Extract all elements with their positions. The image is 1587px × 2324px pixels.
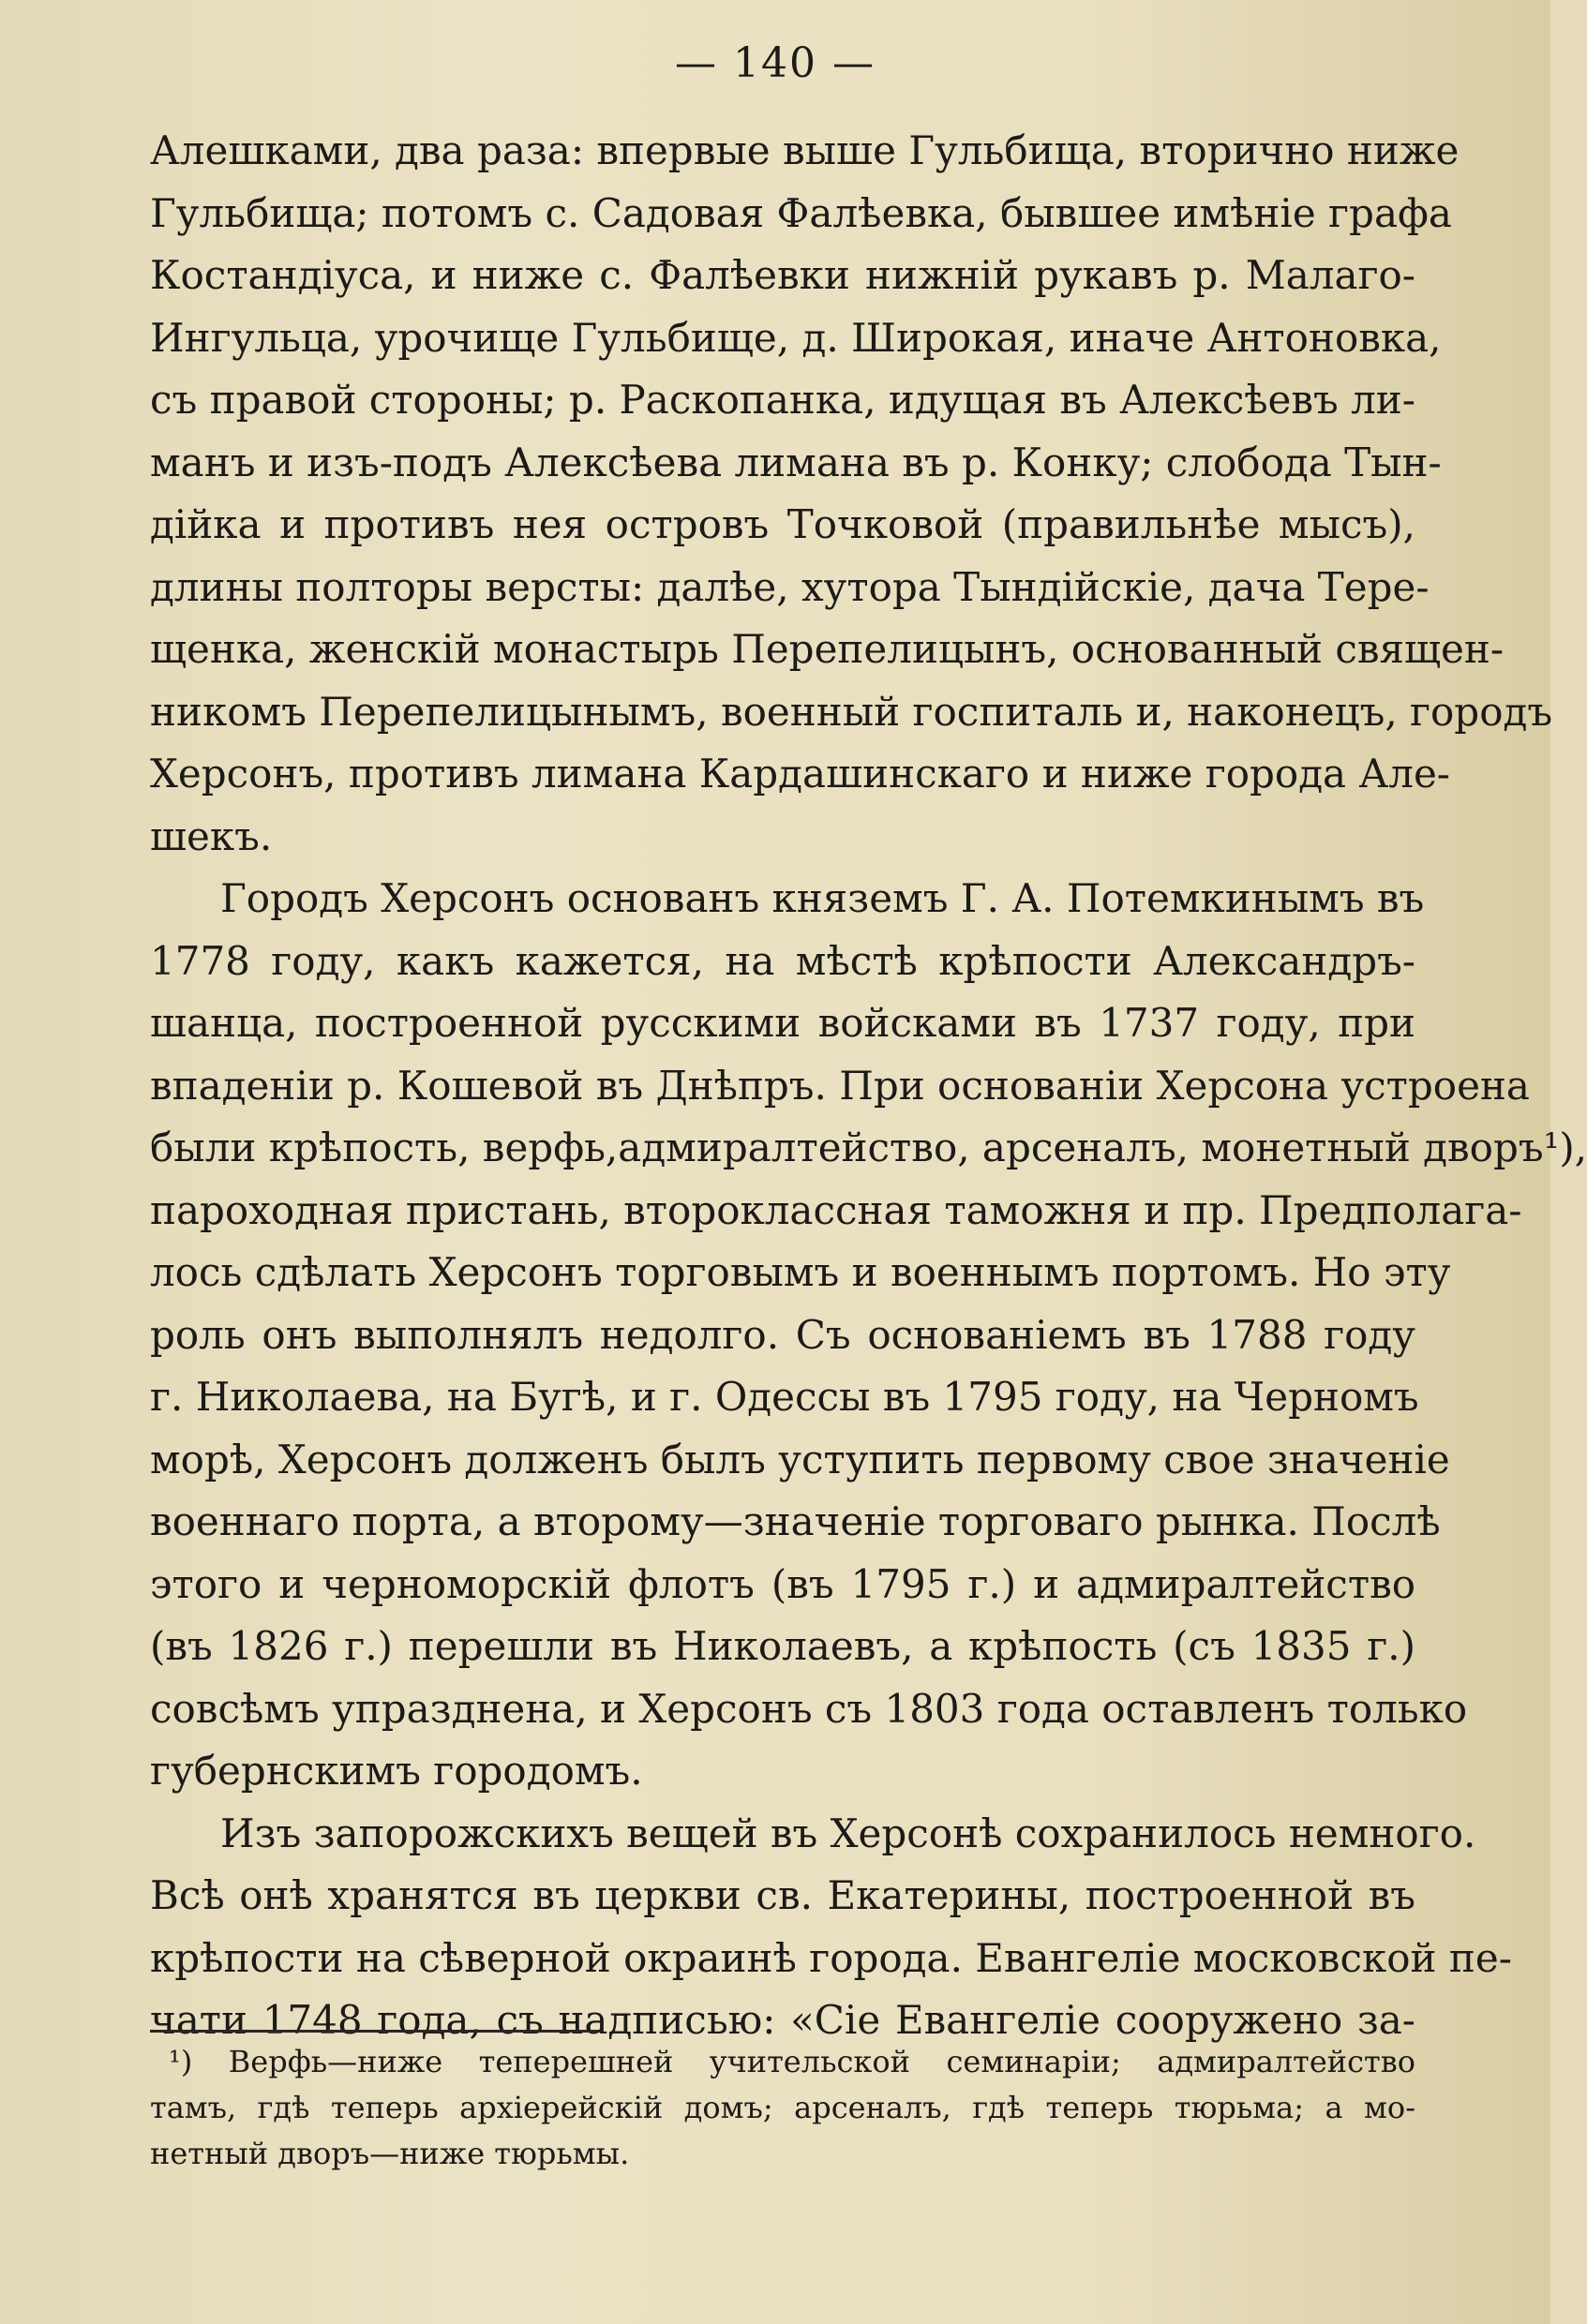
text-line: Гульбища; потомъ с. Садовая Фалѣевка, бывшее имѣніе графа bbox=[150, 189, 1452, 236]
text-line: Ингульца, урочище Гульбище, д. Широкая, иначе Антоновка, bbox=[150, 314, 1442, 361]
text-line: роль онъ выполнялъ недолго. Съ основаніемъ въ 1788 году bbox=[150, 1311, 1415, 1358]
text-line: шанца, построенной русскими войсками въ 1737 году, при bbox=[150, 1000, 1415, 1046]
footnote-line: тамъ, гдѣ теперь архіерейскій домъ; арсеналъ, гдѣ теперь тюрьма; а мо- bbox=[150, 2090, 1415, 2125]
text-line: съ правой стороны; р. Раскопанка, идущая въ Алексѣевъ ли- bbox=[150, 377, 1415, 423]
text-line: манъ и изъ-подъ Алексѣева лимана въ р. Конку; слобода Тын- bbox=[150, 439, 1442, 485]
text-line: Всѣ онѣ хранятся въ церкви св. Екатерины, построенной въ bbox=[150, 1872, 1415, 1918]
page-number: — 140 — bbox=[675, 39, 876, 87]
text-line: Костандіуса, и ниже с. Фалѣевки нижній рукавъ р. Малаго- bbox=[150, 252, 1415, 298]
text-line: шекъ. bbox=[150, 812, 273, 859]
text-line: губернскимъ городомъ. bbox=[150, 1748, 643, 1794]
text-line: Алешками, два раза: впервые выше Гульбища, вторично ниже bbox=[150, 127, 1460, 173]
text-line: этого и черноморскій флотъ (въ 1795 г.) и адмиралтейство bbox=[150, 1560, 1415, 1607]
footnotes bbox=[150, 2039, 1415, 2177]
text-line: длины полторы версты: далѣе, хутора Тындійскіе, дача Тере- bbox=[150, 563, 1430, 610]
text-line: лось сдѣлать Херсонъ торговымъ и военнымъ портомъ. Но эту bbox=[150, 1249, 1451, 1295]
text-line: крѣпости на сѣверной окраинѣ города. Евангеліе московской пе- bbox=[150, 1934, 1512, 1981]
text-line: морѣ, Херсонъ долженъ былъ уступить первому свое значеніе bbox=[150, 1436, 1450, 1482]
footnote-line: нетный дворъ—ниже тюрьмы. bbox=[150, 2136, 630, 2171]
footnote-divider bbox=[150, 2030, 600, 2033]
text-line: г. Николаева, на Бугѣ, и г. Одессы въ 1795 году, на Черномъ bbox=[150, 1374, 1419, 1420]
text-line: пароходная пристань, второклассная таможня и пр. Предполага- bbox=[150, 1186, 1522, 1233]
paragraph-start-line: Городъ Херсонъ основанъ княземъ Г. А. Потемкинымъ въ bbox=[220, 875, 1425, 921]
text-line: (въ 1826 г.) перешли въ Николаевъ, а крѣпость (съ 1835 г.) bbox=[150, 1623, 1415, 1669]
text-line: 1778 году, какъ кажется, на мѣстѣ крѣпости Александръ- bbox=[150, 937, 1415, 984]
text-line: были крѣпость, верфь,адмиралтейство, арсеналъ, монетный дворъ¹), bbox=[150, 1125, 1587, 1170]
text-line: чати 1748 года, съ надписью: «Сіе Евангеліе сооружено за- bbox=[150, 1997, 1415, 2043]
text-line: Херсонъ, противъ лимана Кардашинскаго и ниже города Але- bbox=[150, 751, 1450, 797]
text-line: щенка, женскій монастырь Перепелицынъ, основанный священ- bbox=[150, 626, 1505, 672]
main-text bbox=[150, 120, 1587, 2052]
text-line: совсѣмъ упразднена, и Херсонъ съ 1803 года оставленъ только bbox=[150, 1685, 1468, 1732]
footnote-line: ¹) Верфь—ниже теперешней учительской семинаріи; адмиралтейство bbox=[169, 2044, 1415, 2079]
text-line: никомъ Перепелицынымъ, военный госпиталь и, наконецъ, городъ bbox=[150, 688, 1553, 735]
text-line: военнаго порта, а второму—значеніе торговаго рынка. Послѣ bbox=[150, 1498, 1441, 1544]
text-line: дійка и противъ нея островъ Точковой (правильнѣе мысъ), bbox=[150, 501, 1415, 547]
paragraph-start-line: Изъ запорожскихъ вещей въ Херсонѣ сохранилось немного. bbox=[220, 1810, 1476, 1856]
text-line: впаденіи р. Кошевой въ Днѣпръ. При основаніи Херсона устроена bbox=[150, 1062, 1530, 1109]
